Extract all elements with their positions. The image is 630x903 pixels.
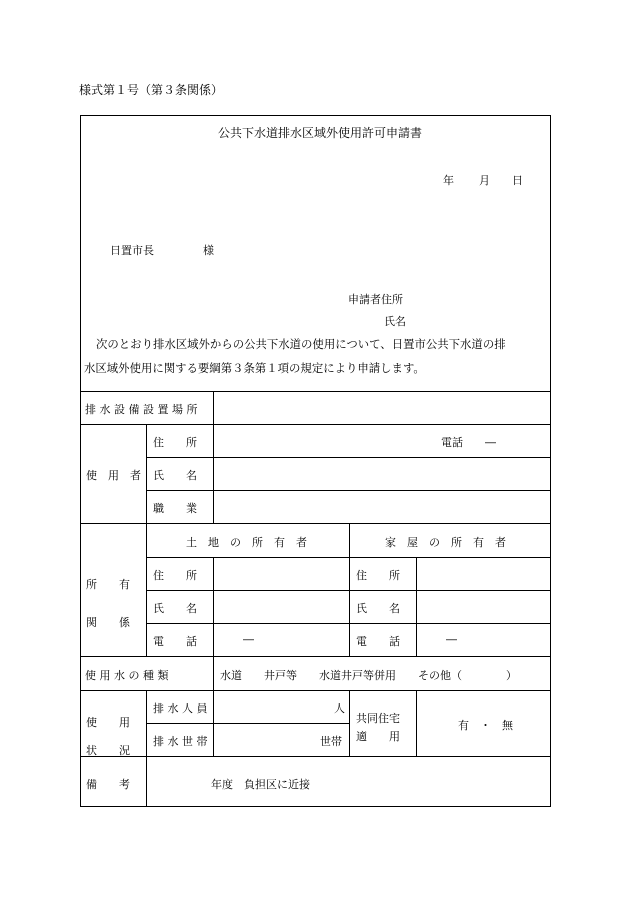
land-owner-phone-label: 電 話 [153,635,197,648]
usage-label-top: 使 用 [86,716,130,729]
date-day: 日 [512,174,523,187]
user-address-field[interactable] [214,425,434,456]
user-name-field[interactable] [214,458,550,489]
form-title: 公共下水道排水区域外使用許可申請書 [218,126,423,140]
house-owner-phone-dash[interactable]: ― [446,633,457,646]
remarks-value[interactable]: 年度 負担区に近接 [211,778,310,791]
house-owner-header: 家 屋 の 所 有 者 [385,536,506,549]
user-name-label: 氏 名 [153,469,197,482]
rule [146,523,147,656]
water-type-options[interactable]: 水道 井戸等 水道井戸等併用 その他（ ） [220,669,517,682]
land-owner-name-field[interactable] [214,591,348,622]
rule [146,424,147,523]
rule [146,723,350,724]
user-occupation-label: 職 業 [153,502,197,515]
drain-location-label: 排 水 設 備 設 置 場 所 [85,403,198,416]
application-text-line2: 水区域外使用に関する要綱第３条第１項の規定により申請します。 [84,361,425,375]
shared-housing-label-top: 共同住宅 [356,712,400,725]
house-owner-address-label: 住 所 [356,569,400,582]
user-occupation-field[interactable] [214,491,550,522]
rule [213,656,214,690]
user-label: 使 用 者 [86,469,141,482]
rule [80,523,551,524]
ownership-label-top: 所 有 [86,578,130,591]
date-month: 月 [479,174,490,187]
rule [349,690,350,756]
land-owner-address-label: 住 所 [153,569,197,582]
drainage-people-unit[interactable]: 人 [334,702,345,715]
addressee-honorific: 様 [203,244,214,257]
land-owner-name-label: 氏 名 [153,602,197,615]
remarks-label: 備 考 [86,778,130,791]
date-year: 年 [443,174,454,187]
drainage-household-unit[interactable]: 世帯 [320,735,342,748]
drainage-people-label: 排 水 人 員 [153,702,208,715]
user-address-label: 住 所 [153,436,197,449]
applicant-name-label: 氏名 [384,315,406,328]
addressee-name: 日置市長 [110,244,154,257]
rule [213,690,214,756]
drain-location-field[interactable] [214,392,550,423]
rule [349,523,350,656]
house-owner-address-field[interactable] [417,558,550,589]
house-owner-name-label: 氏 名 [356,602,400,615]
rule [416,690,417,756]
rule [146,690,147,807]
house-owner-name-field[interactable] [417,591,550,622]
rule [80,656,551,657]
water-type-label: 使 用 水 の 種 類 [85,669,169,682]
land-owner-phone-dash[interactable]: ― [243,633,254,646]
application-text-line1: 次のとおり排水区域外からの公共下水道の使用について、日置市公共下水道の排 [96,337,506,351]
rule [80,690,551,691]
usage-label-bottom: 状 況 [86,744,130,757]
rule [80,756,551,757]
shared-housing-label-bottom: 適 用 [356,730,400,743]
house-owner-phone-label: 電 話 [356,635,400,648]
applicant-address-label: 申請者住所 [348,293,403,306]
ownership-label-bottom: 関 係 [86,616,130,629]
land-owner-address-field[interactable] [214,558,348,589]
land-owner-header: 土 地 の 所 有 者 [186,536,307,549]
drainage-household-label: 排 水 世 帯 [153,735,208,748]
user-phone-label: 電話 ― [441,436,496,449]
shared-housing-yes-no[interactable]: 有 ・ 無 [458,719,513,732]
form-number: 様式第１号（第３条関係） [79,83,224,97]
